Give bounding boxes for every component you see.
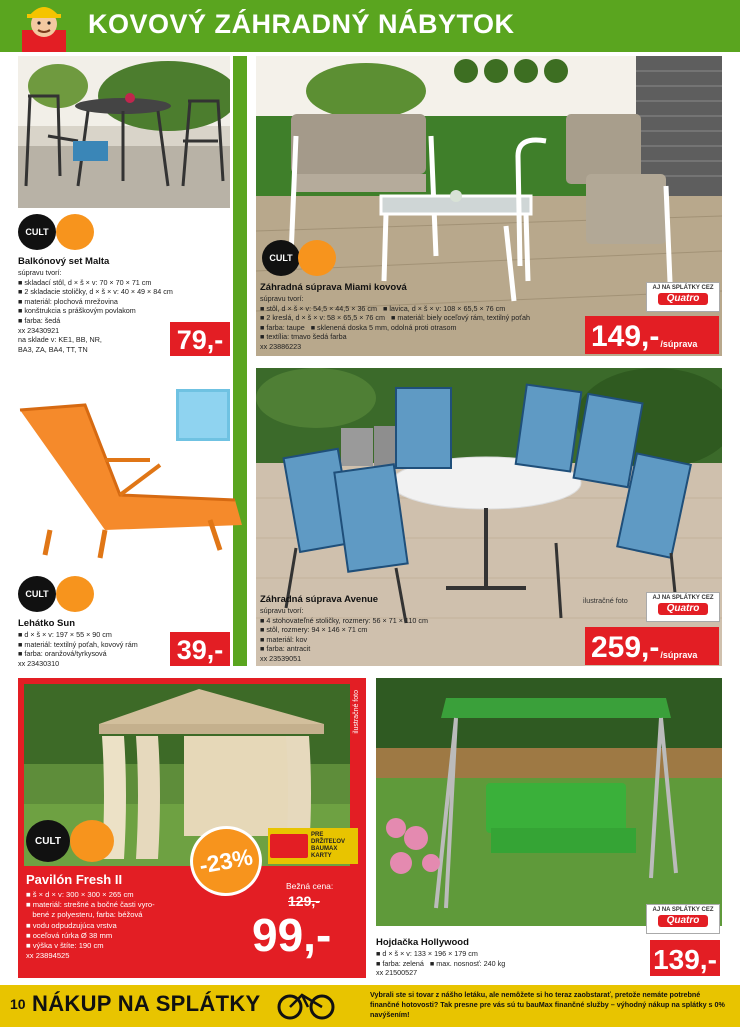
- avenue-splatky-text: AJ NA SPLÁTKY CEZ: [652, 595, 714, 601]
- avenue-price: 259,-: [591, 631, 660, 664]
- pavilon-title: Pavilón Fresh II: [26, 872, 123, 887]
- miami-description: súpravu tvorí: ■ stôl, d × š × v: 54,5 × 44,5 × 36 cm ■ lavica, d × š × v: 108 × 65,5 × 76 cm ■ 2 kreslá, d × š × v: 58 × 65,5 × 76 cm ■ materiál: biely oceľový rám, textilný poťah ■ farba: taupe ■ sklenená doska 5 mm, odolná proti otrasom ■ textília: tmavo šedá farba xx 23886223: [260, 294, 530, 351]
- malta-color-dot: [56, 214, 94, 250]
- pavilon-color-dot: [70, 820, 114, 862]
- miami-price-unit: /súprava: [660, 339, 698, 349]
- bike-icon: [276, 991, 336, 1021]
- hollywood-splatky-badge: [646, 904, 720, 934]
- hollywood-price: 139,-: [650, 940, 720, 976]
- miami-price-box: [585, 316, 719, 354]
- page-title: KOVOVÝ ZÁHRADNÝ NÁBYTOK: [88, 9, 515, 39]
- hollywood-description: ■ d × š × v: 133 × 196 × 179 cm ■ farba: zelená ■ max. nosnosť: 240 kg xx 21500527: [376, 949, 506, 978]
- pavilon-price: 99,-: [252, 909, 332, 961]
- miami-price: 149,-: [591, 320, 660, 353]
- pavilon-old-price: 129,-: [288, 893, 320, 909]
- avenue-description: súpravu tvorí: ■ 4 stohovateľné stoličky, rozmery: 56 × 71 × 110 cm ■ stôl, rozmery: 94 × 146 × 71 cm ■ materiál: kov ■ farba: antracit xx 23539051: [260, 606, 428, 663]
- page-number: 10: [10, 996, 26, 1012]
- hollywood-photo: [376, 678, 722, 926]
- sun-cult-logo: CULT: [18, 576, 56, 612]
- hollywood-title: Hojdačka Hollywood: [376, 937, 469, 948]
- footer-text: Vybrali ste si tovar z nášho letáku, ale nemôžete si ho teraz zaobstarať, pretože nemáte potrebné finančné hotovosti? Tak presne pre vás sú tu bauMax finančné služby – výhodný nákup na splátky s 0% navýšením!: [370, 990, 725, 1019]
- miami-quatro-logo: Quatro: [658, 293, 708, 305]
- mascot-icon: [14, 0, 74, 52]
- sun-title: Lehátko Sun: [18, 618, 76, 629]
- pavilon-card-label: PRE DRŽITEĽOV BAUMAX KARTY: [311, 832, 345, 859]
- avenue-splatky-badge: [646, 592, 720, 622]
- miami-splatky-text: AJ NA SPLÁTKY CEZ: [652, 285, 714, 291]
- baumax-card-icon: [270, 834, 308, 858]
- pavilon-card-box: [268, 828, 358, 864]
- pavilon-old-price-label: Bežná cena:: [286, 881, 334, 891]
- avenue-title: Záhradná súprava Avenue: [260, 594, 379, 605]
- miami-cult-logo: CULT: [262, 240, 300, 276]
- miami-color-dot: [298, 240, 336, 276]
- avenue-price-unit: /súprava: [660, 650, 698, 660]
- avenue-photo-note: ilustračné foto: [583, 596, 628, 605]
- sun-description: ■ d × š × v: 197 × 55 × 90 cm ■ materiál: textilný poťah, kovový rám ■ farba: oranžová/tyrkysová xx 23430310: [18, 630, 138, 668]
- hollywood-splatky-text: AJ NA SPLÁTKY CEZ: [652, 907, 714, 913]
- pavilon-photo-note: ilustračné foto: [353, 690, 360, 734]
- hollywood-quatro-logo: Quatro: [658, 915, 708, 927]
- sun-color-dot: [56, 576, 94, 612]
- column-divider: [233, 56, 247, 666]
- sun-color-swatch: [176, 389, 230, 441]
- miami-splatky-badge: [646, 282, 720, 312]
- pavilon-cult-logo: CULT: [26, 820, 70, 862]
- avenue-quatro-logo: Quatro: [658, 603, 708, 615]
- miami-title: Záhradná súprava Miami kovová: [260, 282, 407, 293]
- malta-description: súpravu tvorí: ■ skladací stôl, d × š × v: 70 × 70 × 71 cm ■ 2 skladacie stoličky, d × š × v: 40 × 49 × 84 cm ■ materiál: plochová mrežovina ■ konštrukcia s práškovým povlakom ■ farba: šedá xx 23430921 na sklade v: KE1, BB, NR, BA3, ZA, BA4, TT, TN: [18, 268, 173, 354]
- pavilon-description: ■ š × d × v: 300 × 300 × 265 cm ■ materiál: strešné a bočné časti vyro- bené z polyesteru, farba: béžová ■ vodu odpudzujúca vrstva ■ oceľová rúrka Ø 38 mm ■ výška v štíte: 190 cm xx 23894525: [26, 890, 155, 961]
- malta-price: 79,-: [170, 322, 230, 356]
- malta-cult-logo: CULT: [18, 214, 56, 250]
- sun-price: 39,-: [170, 632, 230, 666]
- pavilon-discount: -23%: [197, 843, 255, 878]
- malta-title: Balkónový set Malta: [18, 256, 110, 267]
- malta-photo: [18, 56, 230, 208]
- footer-title: NÁKUP NA SPLÁTKY: [32, 991, 261, 1016]
- avenue-price-box: [585, 627, 719, 665]
